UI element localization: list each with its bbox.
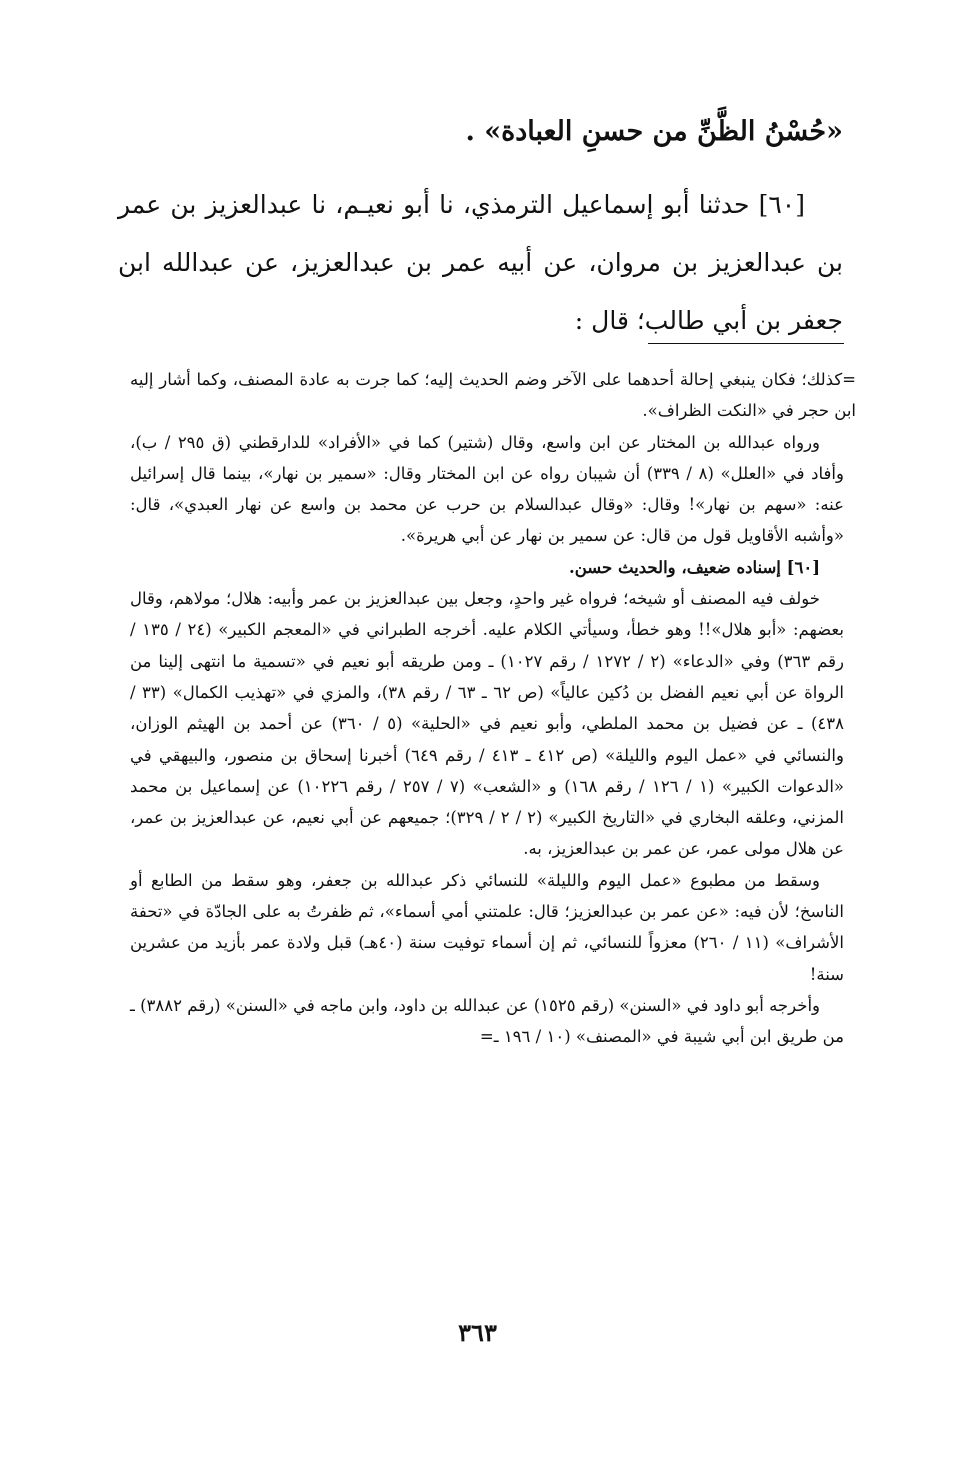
footnote-paragraph: خولف فيه المصنف أو شيخه؛ فرواه غير واحدٍ، وجعل بين عبدالعزيز بن عمر وأبيه: هلال؛ مولاهم، وقال بعضهم: «أبو هلال»!! وهو خطأ، وسيأتي الكلام عليه. أخرجه الطبراني في «المعجم الكبير» (٢٤ / ١٣٥ / رقم ٣٦٣) وفي «الدعاء» (٢ / ١٢٧٢ / رقم ١٠٢٧) ـ ومن طريقه أبو نعيم في «تسمية ما انتهى إلينا من الرواة عن أبي نعيم الفضل بن دُكين عالياً» (ص ٦٢ ـ ٦٣ / رقم ٣٨)، والمزي في «تهذيب الكمال» (٣٣ / ٤٣٨) ـ عن فضيل بن محمد الملطي، وأبو نعيم في «الحلية» (٥ / ٣٦٠) عن أحمد بن الهيثم الوزان، والنسائي في «عمل اليوم والليلة» (ص ٤١٢ ـ ٤١٣ / رقم ٦٤٩) أخبرنا إسحاق بن منصور، والبيهقي في «الدعوات الكبير» (١ / ١٢٦ / رقم ١٦٨) و «الشعب» (٧ / ٢٥٧ / رقم ١٠٢٢٦) عن إسماعيل بن محمد المزني، وعلقه البخاري في «التاريخ الكبير» (٢ / ٢ / ٣٢٩)؛ جميعهم عن أبي نعيم، عن عبدالعزيز بن عمر، عن هلال مولى عمر، عن عمر بن عبدالعزيز، به. bbox=[130, 589, 845, 859]
footnote-paragraph: وسقط من مطبوع «عمل اليوم والليلة» للنسائي ذكر عبدالله بن جعفر، وهو سقط من الطابع أو الناسخ؛ لأن فيه: «عن عمر بن عبدالعزيز؛ قال: علمتني أمي أسماء»، ثم ظفرتُ به على الجادّة في «تحفة الأشراف» (١١ / ٢٦٠) معزواً للنسائي، ثم إن أسماء توفيت سنة (٤٠هـ) قبل ولادة عمر بأزيد من عشرين سنة! bbox=[130, 870, 844, 984]
page-number: ٣٦٣ bbox=[458, 1318, 497, 1347]
footnote-paragraph: ورواه عبدالله بن المختار عن ابن واسع، وقال (شتير) كما في «الأفراد» للدارقطني (ق ٢٩٥ / ب)، وأفاد في «العلل» (٨ / ٣٣٩) أن شيبان رواه عن ابن المختار وقال: «سمير بن نهار»، بينما قال إسرائيل عنه: «سهم بن نهار»! وقال: «وقال عبدالسلام بن حرب عن محمد بن واسع عن نهار العبدي»، قال: «وأشبه الأقاويل قول من قال: عن سمير بن نهار عن أبي هريرة». bbox=[130, 432, 844, 546]
footnote-grading: [٦٠] إسناده ضعيف، والحديث حسن. bbox=[568, 557, 820, 577]
hadith-block bbox=[118, 176, 843, 350]
hadith-heading: «حُسْنُ الظَّنِّ من حسنِ العبادة» . bbox=[465, 116, 843, 147]
footnote-separator bbox=[648, 343, 844, 344]
footnotes-block bbox=[130, 364, 856, 1053]
hadith-text: [٦٠] حدثنا أبو إسماعيل الترمذي، نا أبو نعيـم، نا عبدالعزيز بن عمر بن عبدالعزيز بن مروان، عن أبيه عمر بن عبدالعزيز، عن عبدالله ابن جعفر بن أبي طالب؛ قال : bbox=[118, 190, 843, 335]
footnote-continuation: =كذلك؛ فكان ينبغي إحالة أحدهما على الآخر وضم الحديث إليه؛ كما جرت به عادة المصنف، وكما أشار إليه ابن حجر في «النكت الظراف». bbox=[130, 370, 856, 421]
footnote-paragraph: وأخرجه أبو داود في «السنن» (رقم ١٥٢٥) عن عبدالله بن داود، وابن ماجه في «السنن» (رقم ٣٨٨٢) ـ من طريق ابن أبي شيبة في «المصنف» (١٠ / ١٩٦ ـ= bbox=[130, 995, 844, 1047]
